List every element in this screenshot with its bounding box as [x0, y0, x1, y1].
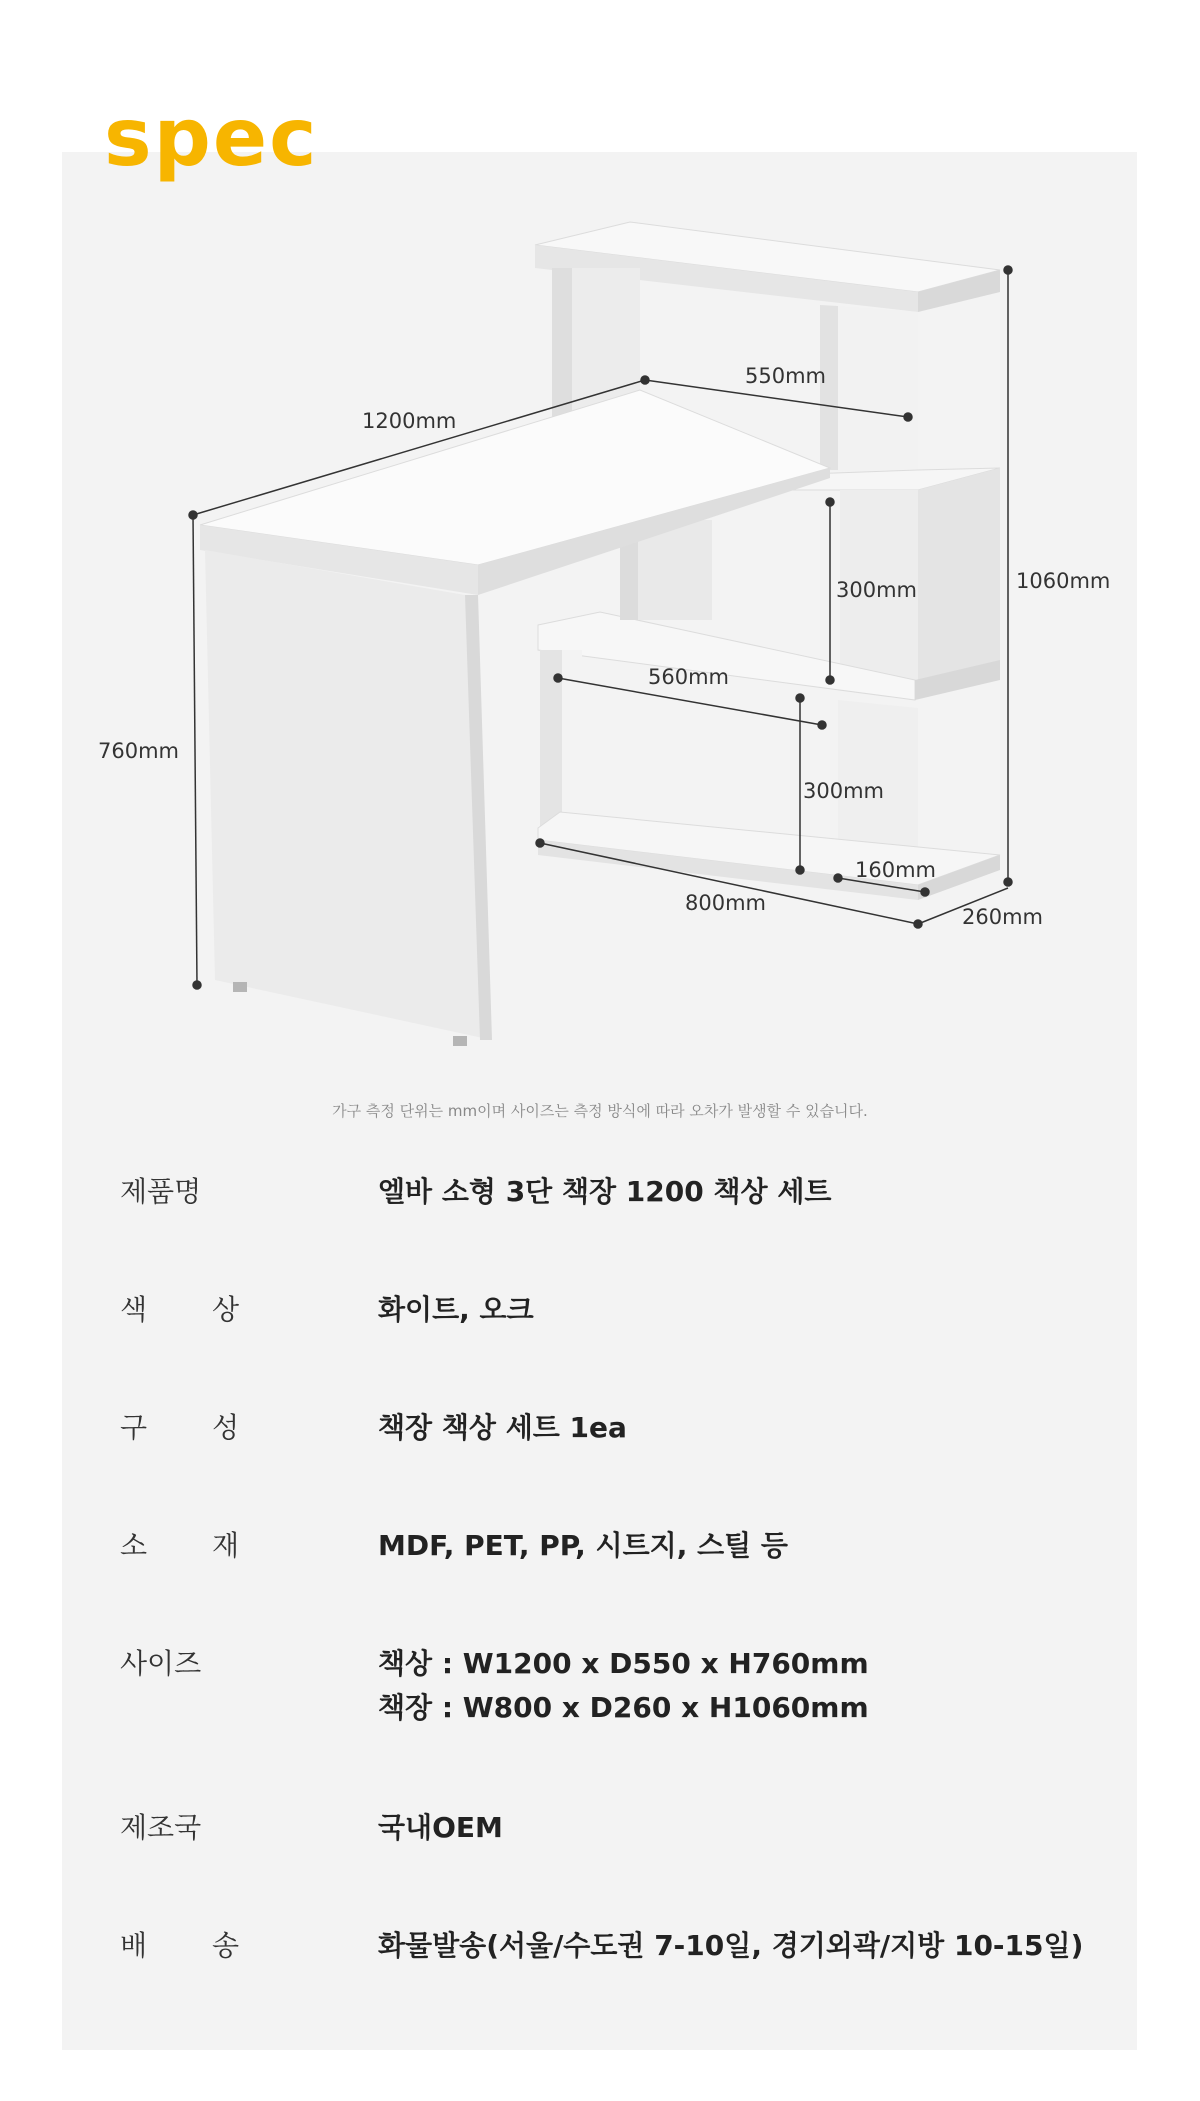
spec-label: 구 성 [120, 1411, 267, 1444]
spec-label: 배 송 [120, 1929, 267, 1962]
spec-label: 사이즈 [120, 1647, 202, 1680]
dim-shelf-depth: 260mm [962, 905, 1043, 929]
dim-desk-width: 1200mm [362, 409, 457, 433]
spec-value-second-line: 책장 : W800 x D260 x H1060mm [378, 1691, 869, 1724]
spec-label: 색 상 [120, 1293, 267, 1326]
spec-value: 국내OEM [378, 1811, 503, 1844]
spec-label: 제조국 [120, 1811, 202, 1844]
spec-value: 화물발송(서울/수도권 7-10일, 경기외곽/지방 10-15일) [378, 1929, 1084, 1962]
spec-value: 책장 책상 세트 1ea [378, 1411, 627, 1444]
spec-label: 제품명 [120, 1175, 202, 1208]
dim-shelf-gap-lower: 300mm [803, 779, 884, 803]
spec-label: 소 재 [120, 1529, 267, 1562]
spec-value: 화이트, 오크 [378, 1293, 534, 1326]
dim-shelf-inner-depth: 160mm [855, 858, 936, 882]
spec-value: MDF, PET, PP, 시트지, 스틸 등 [378, 1529, 788, 1562]
spec-value: 책상 : W1200 x D550 x H760mm [378, 1647, 869, 1680]
measurement-note: 가구 측정 단위는 mm이며 사이즈는 측정 방식에 따라 오차가 발생할 수 있습니다. [332, 1102, 868, 1120]
dim-desk-depth: 550mm [745, 364, 826, 388]
dim-shelf-height: 1060mm [1016, 569, 1111, 593]
dim-desk-height: 760mm [98, 739, 179, 763]
dim-shelf-width: 800mm [685, 891, 766, 915]
spec-value: 엘바 소형 3단 책장 1200 책상 세트 [378, 1175, 832, 1208]
dim-shelf-gap-upper: 300mm [836, 578, 917, 602]
spec-title: spec [104, 91, 319, 184]
dim-shelf-inner-width: 560mm [648, 665, 729, 689]
